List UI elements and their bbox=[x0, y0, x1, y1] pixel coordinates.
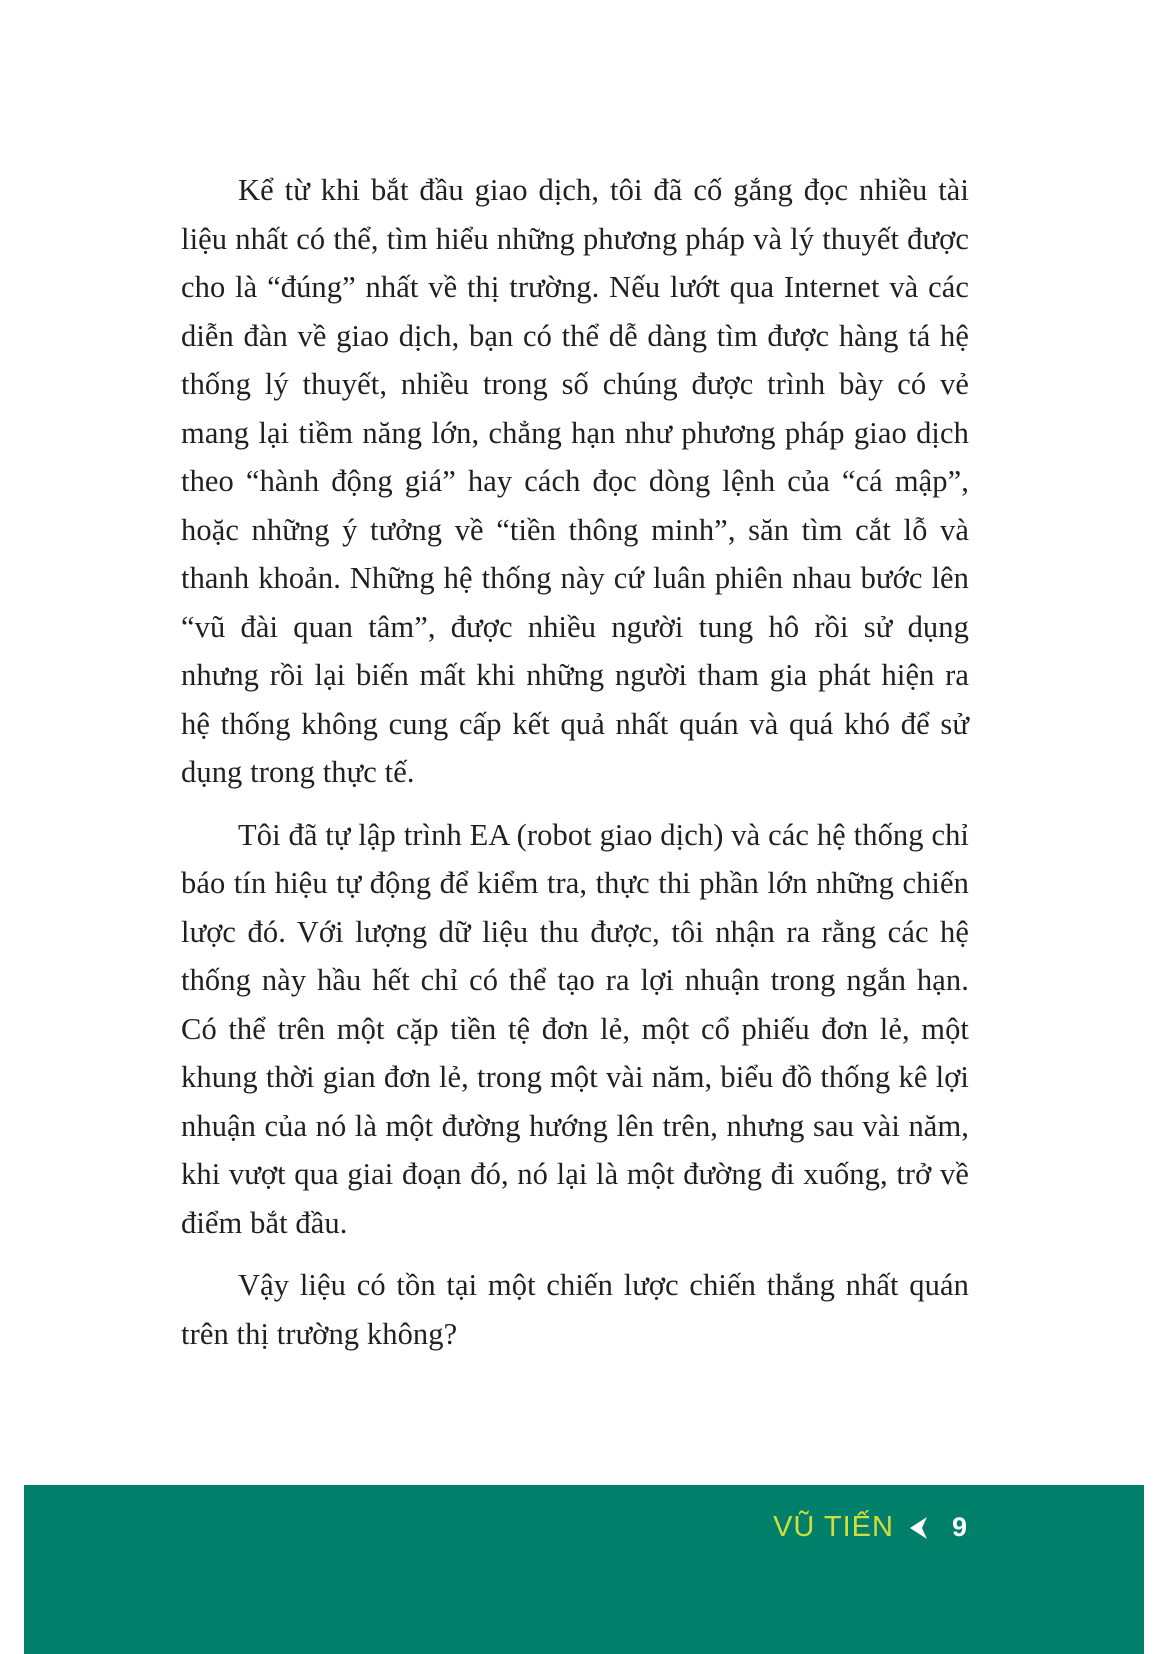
paragraph-1: Kể từ khi bắt đầu giao dịch, tôi đã cố gắng đọc nhiều tài liệu nhất có thể, tìm hiểu những phương pháp và lý thuyết được cho là “đúng” nhất về thị trường. Nếu lướt qua Internet và các diễn đàn về giao dịch, bạn có thể dễ dàng tìm được hàng tá hệ thống lý thuyết, nhiều trong số chúng được trình bày có vẻ mang lại tiềm năng lớn, chẳng hạn như phương pháp giao dịch theo “hành động giá” hay cách đọc dòng lệnh của “cá mập”, hoặc những ý tưởng về “tiền thông minh”, săn tìm cắt lỗ và thanh khoản. Những hệ thống này cứ luân phiên nhau bước lên “vũ đài quan tâm”, được nhiều người tung hô rồi sử dụng nhưng rồi lại biến mất khi những người tham gia phát hiện ra hệ thống không cung cấp kết quả nhất quán và quá khó để sử dụng trong thực tế. bbox=[181, 173, 969, 789]
paragraph-3: Vậy liệu có tồn tại một chiến lược chiến thắng nhất quán trên thị trường không? bbox=[181, 1268, 969, 1351]
body-text bbox=[181, 166, 969, 1372]
footer-band bbox=[24, 1485, 1144, 1654]
running-head bbox=[773, 1511, 967, 1544]
chevron-left-icon bbox=[910, 1517, 928, 1539]
author-name: VŨ TIẾN bbox=[773, 1511, 894, 1543]
page-number: 9 bbox=[951, 1512, 967, 1542]
paragraph-2: Tôi đã tự lập trình EA (robot giao dịch) và các hệ thống chỉ báo tín hiệu tự động để kiểm tra, thực thi phần lớn những chiến lược đó. Với lượng dữ liệu thu được, tôi nhận ra rằng các hệ thống này hầu hết chỉ có thể tạo ra lợi nhuận trong ngắn hạn. Có thể trên một cặp tiền tệ đơn lẻ, một cổ phiếu đơn lẻ, một khung thời gian đơn lẻ, trong một vài năm, biểu đồ thống kê lợi nhuận của nó là một đường hướng lên trên, nhưng sau vài năm, khi vượt qua giai đoạn đó, nó lại là một đường đi xuống, trở về điểm bắt đầu. bbox=[181, 817, 969, 1240]
